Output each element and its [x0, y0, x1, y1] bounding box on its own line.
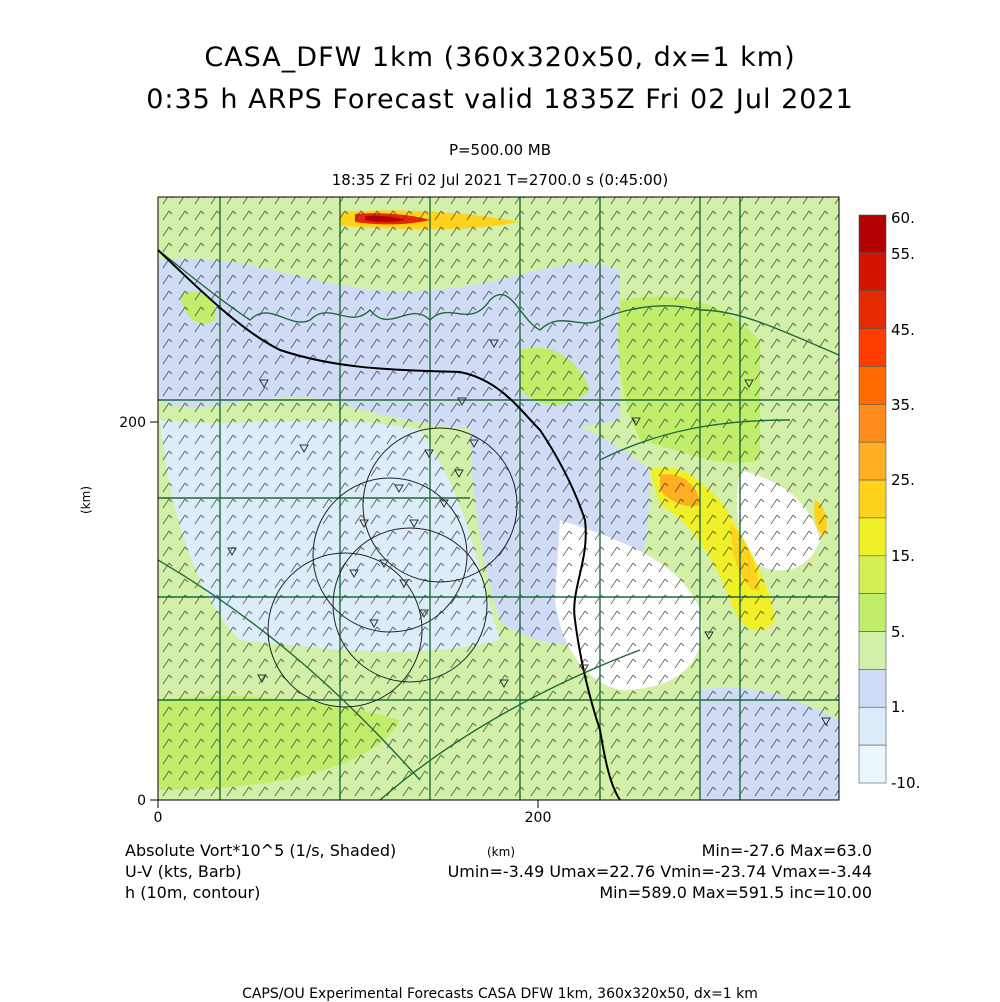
- colorbar-label: 5.: [891, 623, 906, 641]
- colorbar-label: 15.: [891, 547, 915, 565]
- colorbar-label: 60.: [891, 209, 915, 227]
- field3-stats: Min=589.0 Max=591.5 inc=10.00: [599, 883, 872, 902]
- colorbar-block: [859, 442, 886, 480]
- y-tick-label: 0: [137, 793, 146, 809]
- colorbar-label: -10.: [891, 774, 921, 792]
- y-tick-label: 200: [119, 415, 146, 431]
- colorbar-label: 1.: [891, 698, 906, 716]
- x-axis-label: (km): [487, 845, 516, 859]
- field1-name: Absolute Vort*10^5 (1/s, Shaded): [125, 841, 397, 860]
- colorbar-block: [859, 632, 886, 670]
- colorbar: [859, 215, 886, 783]
- colorbar-block: [859, 745, 886, 783]
- colorbar-block: [859, 253, 886, 291]
- colorbar-block: [859, 669, 886, 707]
- colorbar-block: [859, 291, 886, 329]
- field1-stats: Min=-27.6 Max=63.0: [701, 841, 872, 860]
- colorbar-labels: [891, 209, 920, 792]
- valid-time-label: 18:35 Z Fri 02 Jul 2021 T=2700.0 s (0:45:00): [331, 171, 669, 189]
- pressure-level-label: P=500.00 MB: [448, 141, 552, 159]
- colorbar-block: [859, 366, 886, 404]
- colorbar-block: [859, 594, 886, 632]
- colorbar-block: [859, 707, 886, 745]
- colorbar-block: [859, 518, 886, 556]
- colorbar-label: 45.: [891, 321, 915, 339]
- colorbar-block: [859, 404, 886, 442]
- field2-stats: Umin=-3.49 Umax=22.76 Vmin=-23.74 Vmax=-3.44: [447, 862, 872, 881]
- colorbar-block: [859, 556, 886, 594]
- x-tick-label: 200: [524, 810, 552, 826]
- colorbar-label: 55.: [891, 245, 915, 263]
- field3-name: h (10m, contour): [125, 883, 261, 902]
- colorbar-label: 25.: [891, 471, 915, 489]
- chart-title: CASA_DFW 1km (360x320x50, dx=1 km): [204, 42, 796, 73]
- colorbar-block: [859, 215, 886, 253]
- colorbar-label: 35.: [891, 396, 915, 414]
- footer-credit: CAPS/OU Experimental Forecasts CASA DFW 1km, 360x320x50, dx=1 km: [242, 986, 758, 1002]
- y-axis-label: (km): [79, 485, 93, 515]
- colorbar-block: [859, 480, 886, 518]
- vorticity-shading: [158, 197, 839, 800]
- field2-name: U-V (kts, Barb): [125, 862, 242, 881]
- colorbar-block: [859, 329, 886, 367]
- chart-subtitle: 0:35 h ARPS Forecast valid 1835Z Fri 02 Jul 2021: [146, 84, 854, 115]
- x-tick-label: 0: [153, 810, 163, 826]
